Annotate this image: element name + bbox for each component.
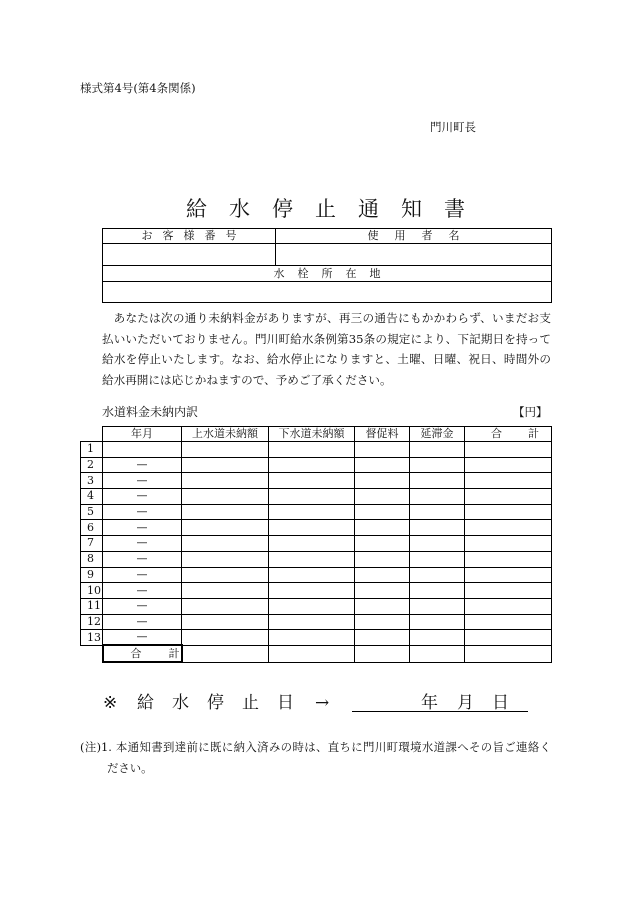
header-total-cell [465,427,565,442]
total-spacer [81,645,103,662]
water-unpaid-cell [182,536,269,552]
arrow-icon: → [315,693,330,713]
reminder-fee-cell [355,473,410,489]
header-water-unpaid: 上水道未納額 [182,427,269,442]
header-total: 合計 [491,427,565,440]
location-cell [103,282,552,303]
row-number: 6 [81,520,103,536]
row-total-cell [465,473,552,489]
customer-info-table [102,228,552,303]
reminder-fee-cell [355,457,410,473]
reminder-fee-cell [355,489,410,505]
breakdown-row [81,442,552,458]
reference-mark: ※ [103,693,118,713]
total-label: 合計 [130,646,207,660]
breakdown-row [81,489,552,505]
row-total-cell [465,489,552,505]
header-late-fee: 延滞金 [410,427,465,442]
month-cell: — [103,520,182,536]
row-total-cell [465,520,552,536]
header-month: 年月 [103,427,182,442]
reminder-fee-cell [355,567,410,583]
row-total-cell [465,442,552,458]
water-unpaid-cell [182,504,269,520]
currency-unit: 【円】 [513,405,548,419]
reminder-fee-cell [355,598,410,614]
notice-line: 払いいただいておりません。門川町給水条例第35条の規定により、下記期日を持って [102,331,551,346]
breakdown-row [81,551,552,567]
month-cell: — [103,504,182,520]
reminder-fee-cell [355,504,410,520]
sewer-unpaid-cell [269,520,355,536]
reminder-fee-cell [355,536,410,552]
reminder-fee-cell [355,551,410,567]
user-name-label: 使用者名 [367,229,476,242]
note-line: (注)1. 本通知書到達前に既に納入済みの時は、直ちに門川町環境水道課へその旨ご連絡く [80,740,551,754]
user-name-cell [276,244,552,266]
breakdown-row [81,504,552,520]
row-number: 8 [81,551,103,567]
month-cell: — [103,614,182,630]
late-fee-cell [410,504,465,520]
stop-date-month-label: 月 [457,693,474,713]
row-total-cell [465,614,552,630]
water-unpaid-cell [182,489,269,505]
reminder-fee-cell [355,630,410,646]
water-unpaid-cell [182,614,269,630]
sewer-unpaid-cell [269,536,355,552]
reminder-fee-cell [355,614,410,630]
location-header-row [103,266,552,282]
month-cell: — [103,457,182,473]
row-total-cell [465,598,552,614]
water-unpaid-cell [182,567,269,583]
row-number: 2 [81,457,103,473]
total-reminder-fee-cell [355,645,410,662]
total-sewer-unpaid-cell [269,645,355,662]
late-fee-cell [410,551,465,567]
sewer-unpaid-cell [269,489,355,505]
total-label-cell [103,645,207,662]
reminder-fee-cell [355,583,410,599]
customer-number-cell [103,244,276,266]
row-number: 9 [81,567,103,583]
header-reminder-fee: 督促料 [355,427,410,442]
row-total-cell [465,457,552,473]
month-cell: — [103,630,182,646]
late-fee-cell [410,442,465,458]
sewer-unpaid-cell [269,598,355,614]
late-fee-cell [410,614,465,630]
sewer-unpaid-cell [269,551,355,567]
water-unpaid-cell [182,520,269,536]
month-cell: — [103,551,182,567]
notice-line: 給水再開には応じかねますので、予めご了承ください。 [102,372,392,387]
row-number: 10 [81,583,103,599]
late-fee-cell [410,457,465,473]
row-number: 5 [81,504,103,520]
row-total-cell [465,551,552,567]
breakdown-table [80,426,565,663]
document-title: 給水停止通知書 [186,197,487,221]
grand-total-cell [465,645,552,662]
breakdown-title: 水道料金未納内訳 [102,405,199,419]
sewer-unpaid-cell [269,614,355,630]
row-number: 1 [81,442,103,458]
sewer-unpaid-cell [269,473,355,489]
breakdown-row [81,520,552,536]
reminder-fee-cell [355,520,410,536]
water-unpaid-cell [182,598,269,614]
row-total-cell [465,504,552,520]
notice-line: あなたは次の通り未納料金がありますが、再三の通告にもかかわらず、いまだお支 [113,311,551,325]
customer-number-label: お客様番号 [141,229,247,242]
sewer-unpaid-cell [269,583,355,599]
water-unpaid-cell [182,583,269,599]
row-number: 4 [81,489,103,505]
water-unpaid-cell [182,551,269,567]
late-fee-cell [410,598,465,614]
late-fee-cell [410,536,465,552]
customer-info-header-row [103,229,552,244]
total-late-fee-cell [410,645,465,662]
location-value-row [103,282,552,303]
water-unpaid-cell [182,442,269,458]
late-fee-cell [410,489,465,505]
breakdown-row [81,567,552,583]
row-number: 13 [81,630,103,646]
month-cell: — [103,598,182,614]
month-cell: — [103,489,182,505]
late-fee-cell [410,567,465,583]
row-total-cell [465,630,552,646]
late-fee-cell [410,473,465,489]
month-cell [103,442,182,458]
sewer-unpaid-cell [269,630,355,646]
notice-text [102,308,551,390]
note-line: ださい。 [107,761,153,775]
breakdown-row [81,457,552,473]
water-unpaid-cell [182,473,269,489]
row-total-cell [465,583,552,599]
form-number: 様式第4号(第4条関係) [80,81,196,95]
sewer-unpaid-cell [269,457,355,473]
notice-line: 給水を停止いたします。なお、給水停止になりますと、土曜、日曜、祝日、時間外の [102,352,551,366]
stop-date-label: 給水停止日 [137,693,312,713]
month-cell: — [103,473,182,489]
stop-date-day-label: 日 [492,693,509,713]
water-unpaid-cell [182,457,269,473]
sewer-unpaid-cell [269,504,355,520]
row-number: 12 [81,614,103,630]
reminder-fee-cell [355,442,410,458]
month-cell: — [103,536,182,552]
sewer-unpaid-cell [269,442,355,458]
breakdown-row [81,614,552,630]
total-row [81,645,552,662]
breakdown-row [81,536,552,552]
late-fee-cell [410,630,465,646]
breakdown-row [81,630,552,646]
corner-cell [81,427,103,442]
row-total-cell [465,567,552,583]
customer-info-value-row [103,244,552,266]
issuer-name: 門川町長 [430,120,476,134]
breakdown-row [81,598,552,614]
header-sewer-unpaid: 下水道未納額 [269,427,355,442]
location-label: 水栓所在地 [273,266,394,280]
row-total-cell [465,536,552,552]
customer-number-label-cell [103,229,276,244]
breakdown-header-row [81,427,552,442]
location-label-cell [103,266,552,282]
row-number: 11 [81,598,103,614]
month-cell: — [103,567,182,583]
row-number: 3 [81,473,103,489]
row-number: 7 [81,536,103,552]
breakdown-row [81,583,552,599]
late-fee-cell [410,583,465,599]
month-cell: — [103,583,182,599]
late-fee-cell [410,520,465,536]
user-name-label-cell [276,229,552,244]
stop-date-year-label: 年 [421,693,438,713]
water-unpaid-cell [182,630,269,646]
sewer-unpaid-cell [269,567,355,583]
breakdown-row [81,473,552,489]
